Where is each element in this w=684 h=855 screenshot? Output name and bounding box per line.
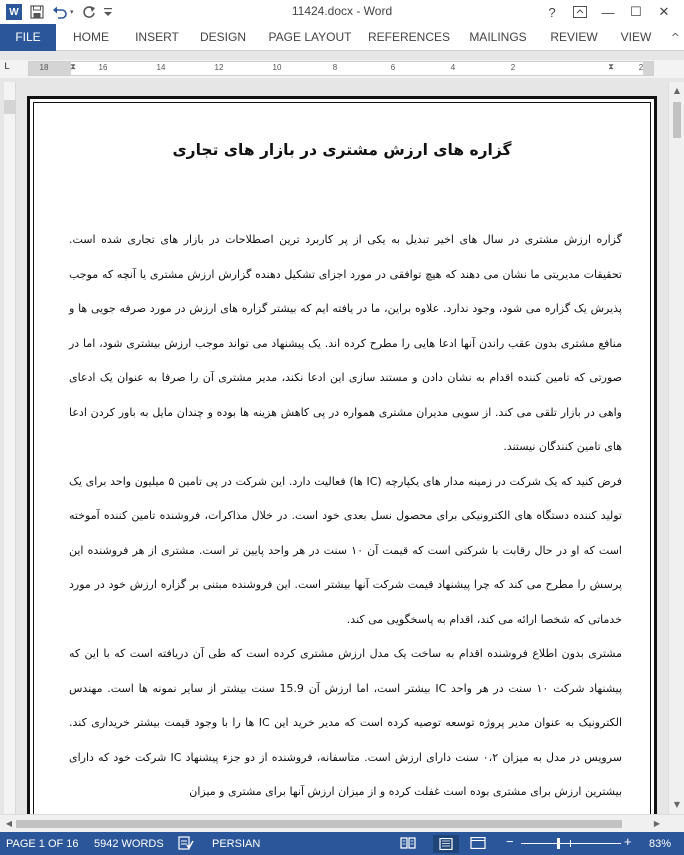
- vertical-ruler-margin: [4, 100, 16, 114]
- document-canvas[interactable]: [0, 82, 668, 814]
- tab-design[interactable]: DESIGN: [199, 30, 246, 44]
- tab-selector-button[interactable]: L: [4, 62, 11, 73]
- scroll-left-icon[interactable]: ◀: [5, 819, 13, 828]
- window-title: 11424.docx - Word: [291, 4, 393, 18]
- read-mode-button[interactable]: [400, 836, 416, 850]
- word-logo-icon: W: [6, 4, 22, 20]
- undo-button[interactable]: [52, 2, 74, 22]
- document-title: گزاره های ارزش مشتری در بازار های تجاری: [172, 141, 512, 159]
- tab-references[interactable]: REFERENCES: [368, 30, 451, 44]
- word-app-icon[interactable]: [6, 2, 22, 22]
- word-count-status[interactable]: 5942 WORDS: [94, 838, 164, 850]
- help-button[interactable]: ?: [548, 4, 556, 20]
- customize-icon: [104, 7, 112, 17]
- ruler-number: 6: [390, 63, 396, 72]
- proofing-status-button[interactable]: [178, 836, 194, 850]
- vertical-scroll-thumb[interactable]: [673, 102, 681, 138]
- tab-view[interactable]: VIEW: [620, 30, 652, 44]
- ribbon-display-options-button[interactable]: [566, 0, 594, 24]
- maximize-button[interactable]: ☐: [630, 4, 642, 19]
- ruler-right-margin: [643, 62, 653, 75]
- tab-mailings[interactable]: MAILINGS: [469, 30, 527, 44]
- horizontal-scrollbar[interactable]: [0, 814, 684, 832]
- ribbon-display-icon: [573, 6, 587, 18]
- ruler-left-margin: [29, 62, 71, 75]
- zoom-level[interactable]: 83%: [649, 838, 672, 850]
- body-paragraph: فرض کنید که یک شرکت در زمینه مدار های یکپارچه (IC ها) فعالیت دارد. این شرکت در پی تامین ۵ میلیون واحد برای یک تولید کننده دستگاه های الکترونیکی برای محصول نسل بعدی خود است. در خلال مذاکرات، فروشنده تامین کننده آموخته است که او در حال رقابت با شرکتی است که قیمت آن ۱۰ سنت در هر واحد پایین تر است. مشتری از هر فروشنده این پرسش را مطرح می کند که چرا پیشنهاد قیمت شرکت آنها بیشتر است. این فروشنده مبتنی بر گزاره ارزش خود در مورد خدماتی که شخصا ارائه می کند، اقدام به پاسخگویی می کند.: [69, 474, 622, 626]
- zoom-out-button[interactable]: −: [506, 834, 514, 849]
- vertical-scrollbar[interactable]: [668, 82, 684, 814]
- ruler-number: 10: [272, 63, 282, 72]
- read-mode-icon: [400, 837, 416, 849]
- ruler-number: 2: [510, 63, 516, 72]
- document-page[interactable]: [27, 96, 657, 814]
- ruler-number: 16: [98, 63, 108, 72]
- ruler-right-indent-marker-icon[interactable]: ⧗: [608, 62, 614, 71]
- proofing-icon: [178, 836, 194, 850]
- ruler-number: 2: [638, 63, 644, 72]
- redo-icon: [82, 5, 96, 19]
- scroll-right-icon[interactable]: ▶: [653, 819, 661, 828]
- save-icon: [30, 5, 44, 19]
- ruler-number: 18: [39, 63, 49, 72]
- quick-access-toolbar: [6, 2, 120, 22]
- web-layout-icon: [470, 837, 486, 849]
- ribbon-tab-bar: [0, 24, 684, 51]
- scroll-up-icon[interactable]: ▲: [673, 86, 681, 95]
- tab-home[interactable]: HOME: [73, 30, 109, 44]
- print-layout-button[interactable]: [433, 835, 459, 853]
- page-border: [33, 102, 651, 814]
- tab-page-layout[interactable]: PAGE LAYOUT: [268, 30, 352, 44]
- customize-qat-button[interactable]: [104, 2, 112, 22]
- zoom-slider-thumb[interactable]: [557, 838, 560, 849]
- page-count-status[interactable]: PAGE 1 OF 16: [6, 838, 79, 850]
- ruler-number: 4: [450, 63, 456, 72]
- vertical-ruler[interactable]: [4, 82, 16, 814]
- body-paragraph: گزاره ارزش مشتری در سال های اخیر تبدیل به یکی از پر کاربرد ترین اصطلاحات در بازار های تجاری شده است. تحقیقات مدیریتی ما نشان می دهند که هیچ توافقی در مورد اجزای تشکیل دهنده گزارش ارزش مشتری یا آنچه که موجب پذیرش یک گزاره می شود، وجود ندارد. علاوه براین، ما در یافته ایم که بیشتر گزاره های ارزش در مورد صرفه جویی ها و منافع مشتری بدون عقب راندن آنها ادعا هایی را مطرح کرده اند. یک پیشنهاد می تواند موجب ارزش بیشتری شود، اما در صورتی که تامین کننده اقدام به نشان دادن و مستند سازی این ادعا نکند، مدیر مشتری آن را صرفا به عنوان یک ادعای واهی در بازار تلقی می کند. از سویی مدیران مشتری همواره در پی کاهش هزینه ها بوده و چندان مایل به باور کردن ادعا های تامین کنندگان نیستند.: [69, 233, 622, 453]
- save-button[interactable]: [30, 2, 44, 22]
- collapse-ribbon-icon[interactable]: ^: [670, 31, 680, 44]
- document-body[interactable]: [69, 223, 622, 810]
- minimize-button[interactable]: —: [601, 4, 615, 20]
- ruler-indent-marker-icon[interactable]: ⧗: [70, 62, 76, 71]
- tab-insert[interactable]: INSERT: [135, 30, 179, 44]
- tab-review[interactable]: REVIEW: [550, 30, 598, 44]
- undo-icon: [52, 5, 68, 19]
- ruler-number: 14: [156, 63, 166, 72]
- web-layout-button[interactable]: [470, 836, 486, 850]
- zoom-slider-center-mark: [570, 840, 571, 847]
- horizontal-ruler[interactable]: [28, 61, 654, 76]
- zoom-slider[interactable]: [521, 843, 621, 844]
- print-layout-icon: [439, 838, 453, 850]
- close-button[interactable]: ✕: [658, 4, 670, 19]
- language-status[interactable]: PERSIAN: [212, 838, 261, 850]
- zoom-in-button[interactable]: +: [624, 834, 632, 849]
- ruler-number: 12: [214, 63, 224, 72]
- redo-button[interactable]: [82, 2, 96, 22]
- ruler-number: 8: [332, 63, 338, 72]
- horizontal-scroll-thumb[interactable]: [16, 820, 622, 828]
- title-bar: [0, 0, 684, 24]
- scroll-down-icon[interactable]: ▼: [673, 800, 681, 809]
- body-paragraph: مشتری بدون اطلاع فروشنده اقدام به ساخت یک مدل ارزش مشتری کرده است که طی آن دریافته است که با این که پیشنهاد شرکت ۱۰ سنت در هر واحد IC بیشتر است، اما ارزش آن 15.9 سنت بیشتر از سایر نمونه ها است. مهندس الکترونیک به عنوان مدیر پروژه توسعه توصیه کرده است که مدیر خرید این IC ها را با وجود قیمت بیشتر خریداری کند. سرویس در مدل به میزان ۰،۲ سنت دارای ارزش است. متاسفانه، فروشنده از دو جزء پیشنهاد IC شرکت خود که دارای بیشترین ارزش برای مشتری بوده است غفلت کرده و از میزان ارزش آنها برای مشتری و میزان: [69, 647, 623, 798]
- ruler-row: [0, 60, 684, 78]
- tab-file[interactable]: FILE: [0, 24, 56, 51]
- undo-dropdown-icon[interactable]: ▾: [70, 8, 74, 16]
- status-bar: [0, 832, 684, 855]
- window-controls: [538, 0, 678, 24]
